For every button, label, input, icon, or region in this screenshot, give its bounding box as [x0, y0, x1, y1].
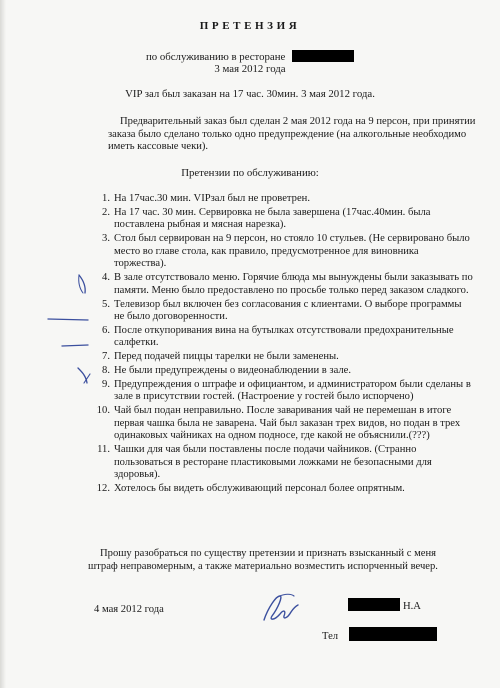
claim-text: Чашки для чая были поставлены после подачи чайников. (Странно пользоваться в ресторане пластиковыми ложками не безопасными для здоровья).: [114, 444, 432, 481]
claim-number: 5.: [102, 298, 110, 310]
scan-edge-shadow: [0, 0, 6, 688]
phone-label: Тел: [322, 631, 339, 642]
claim-number: 1.: [102, 193, 110, 204]
date-line: 3 мая 2012 года: [214, 63, 286, 75]
subtitle-line: [0, 50, 500, 64]
claim-number: 6.: [102, 324, 110, 336]
intro-paragraph: Предварительный заказ был сделан 2 мая 2012 года на 9 персон, при принятии заказа было сделано только одно предупреждение (на алкогольные необходимо иметь кассовые чеки).: [108, 116, 476, 153]
claim-number: 9.: [102, 378, 110, 390]
claim-text: Хотелось бы видеть обслуживающий персонал более опрятным.: [114, 483, 405, 495]
claim-text: Перед подачей пиццы тарелки не были заменены.: [114, 351, 339, 363]
claim-number: 7.: [102, 351, 110, 363]
claim-text: В зале отсутствовало меню. Горячие блюда мы вынуждены были заказывать по памяти. Меню было предоставлено по просьбе только перед заказом сладкого.: [114, 272, 473, 296]
document-title: ПРЕТЕНЗИЯ: [199, 20, 301, 32]
claim-item: [88, 483, 473, 496]
claim-text: На 17 час. 30 мин. Сервировка не была завершена (17час.40мин. была поставлена рыбная и мясная нарезка).: [114, 206, 431, 231]
pen-dash-6: [62, 345, 88, 346]
claim-item: [88, 379, 473, 404]
claim-text: Чай был подан неправильно. После заваривания чай не перемешан в итоге первая чашка была не заварена. Чай был заказан трех видов, но подан в трех одинаковых чайниках на одном подносе, где какой не объяснили.(???): [114, 405, 461, 442]
redacted-phone-number: [349, 627, 437, 641]
signer-name: [348, 598, 421, 614]
claim-item: [88, 207, 473, 232]
claim-text: Предупреждения о штрафе и официантом, и администратором были сделаны в зале в присутствии гостей. (Настроение у гостей было испорчено): [114, 378, 471, 403]
claim-item: [88, 299, 473, 324]
phone-line: [322, 627, 437, 644]
pen-checkmark-7: [78, 368, 87, 383]
claim-text: Телевизор был включен без согласования с клиентами. О выборе программы не было договоренности.: [114, 298, 462, 323]
claim-item: [88, 193, 473, 206]
subtitle-text: по обслуживанию в ресторане: [146, 51, 286, 63]
signer-initials: Н.А: [403, 601, 421, 612]
claim-text: Не были предупреждены о видеонаблюдении в зале.: [114, 365, 352, 377]
claim-number: 10.: [96, 405, 110, 417]
claim-text: Стол был сервирован на 9 персон, но стояло 10 стульев. (Не сервировано было место во главе стола, как правило, предусмотренное для виновника торжества).: [114, 233, 470, 270]
claims-heading: Претензии по обслуживанию:: [181, 167, 319, 179]
claim-item: [88, 365, 473, 378]
handwritten-signature: [256, 590, 306, 630]
closing-paragraph: Прошу разобраться по существу претензии и признать взысканный с меня штраф неправомерным, а также материально возместить испорченный вечер.: [88, 548, 438, 572]
claim-item: [88, 444, 473, 482]
claim-item: [88, 405, 473, 443]
claims-list: [88, 193, 473, 497]
signature-date: 4 мая 2012 года: [94, 604, 164, 615]
claim-number: 4.: [102, 272, 110, 284]
pen-dash-5: [48, 319, 88, 320]
redacted-restaurant-name: [292, 50, 354, 62]
claim-item: [88, 233, 473, 271]
claim-text: На 17час.30 мин. VIPзал был не проветрен.: [114, 193, 310, 204]
claim-number: 8.: [102, 365, 110, 377]
claim-number: 2.: [102, 206, 110, 218]
redacted-surname: [348, 598, 400, 611]
claim-text: После откупоривания вина на бутылках отсутствовали предохранительные салфетки.: [114, 324, 454, 349]
pen-checkmark-4: [79, 275, 85, 293]
claim-item: [88, 351, 473, 364]
claim-item: [88, 272, 473, 297]
pen-checkmark-4b: [79, 275, 83, 293]
vip-booking-line: VIP зал был заказан на 17 час. 30мин. 3 мая 2012 года.: [125, 88, 375, 100]
claim-item: [88, 325, 473, 350]
claim-number: 11.: [97, 444, 110, 456]
claim-number: 3.: [102, 233, 110, 245]
claim-number: 12.: [96, 483, 110, 495]
